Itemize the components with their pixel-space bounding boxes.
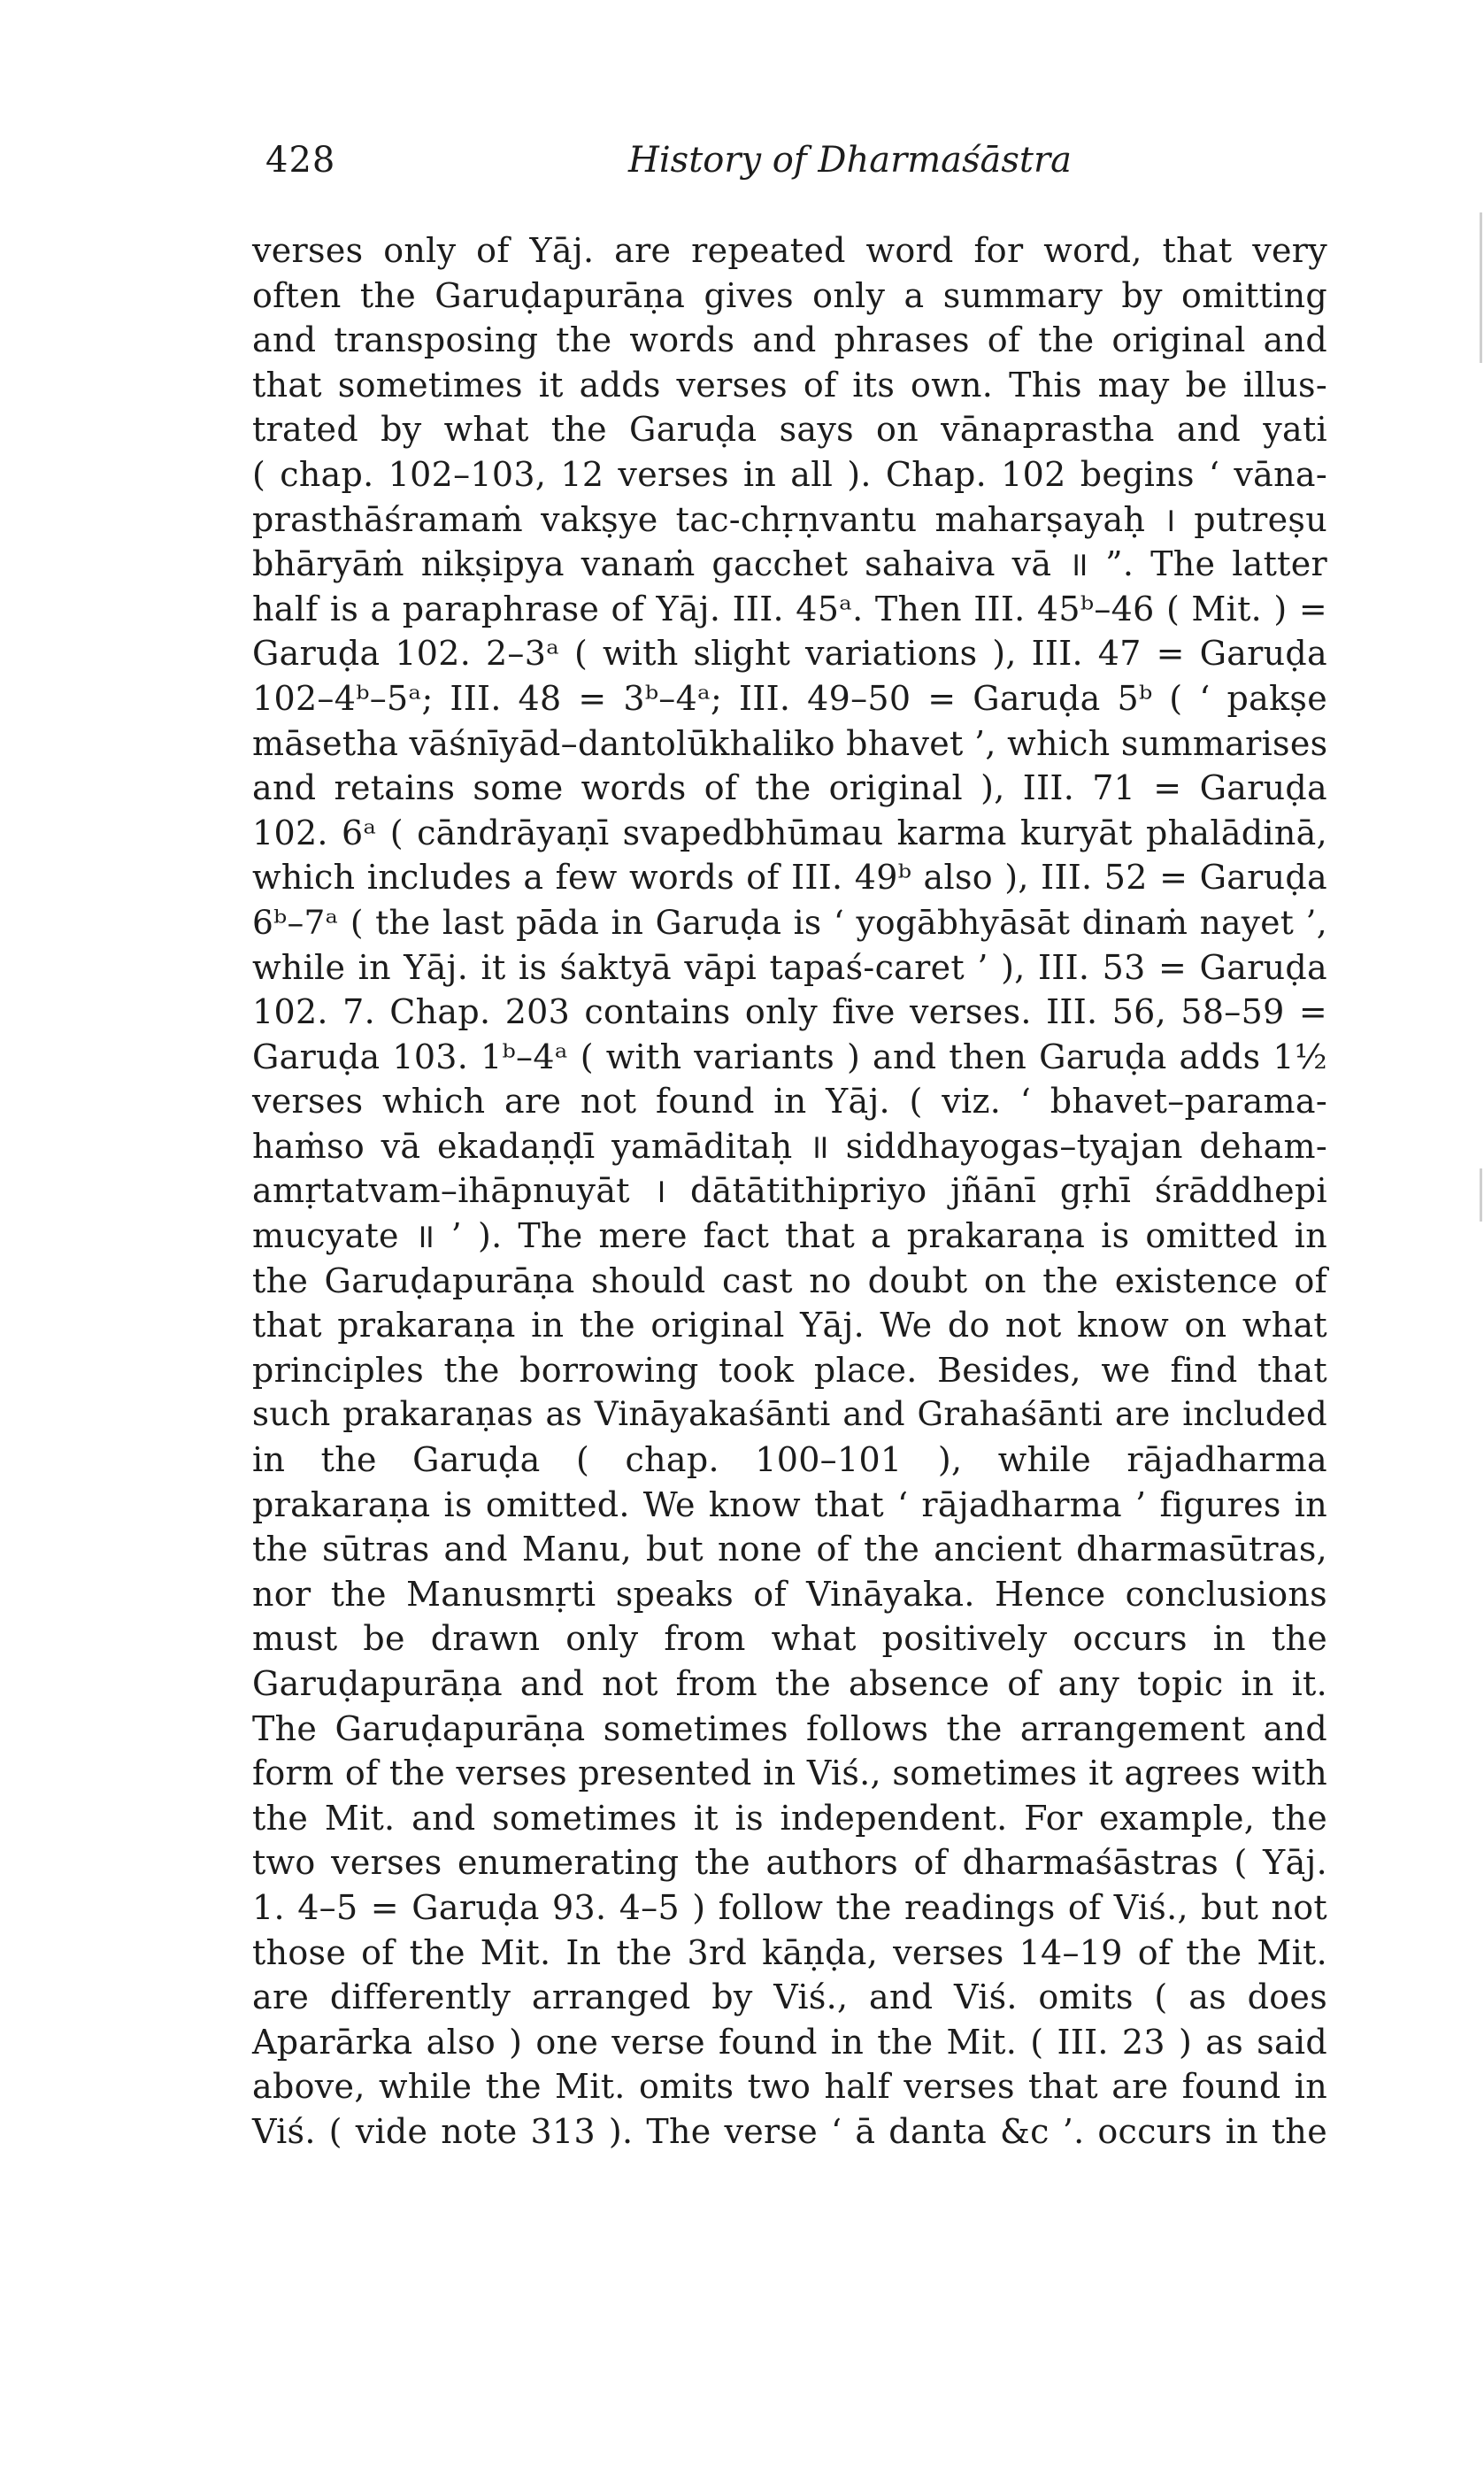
text-line: and transposing the words and phrases of the original and (252, 320, 1327, 360)
body-text (252, 228, 1327, 2155)
text-line: trated by what the Garuḍa says on vānaprastha and yati (252, 410, 1327, 450)
text-line: 1. 4–5 = Garuḍa 93. 4–5 ) follow the readings of Viś., but not (252, 1887, 1327, 1927)
text-line: that sometimes it adds verses of its own. This may be illus- (252, 365, 1327, 405)
page-edge-mark (1480, 1168, 1482, 1222)
text-line: The Garuḍapurāṇa sometimes follows the arrangement and (252, 1708, 1327, 1748)
text-line: the Garuḍapurāṇa should cast no doubt on the existence of (252, 1260, 1327, 1300)
text-line: bhāryāṁ nikṣipya vanaṁ gacchet sahaiva vā ॥ ”. The latter (252, 544, 1327, 584)
text-line: 102. 7. Chap. 203 contains only five verses. III. 56, 58–59 = (252, 992, 1327, 1032)
text-line: in the Garuḍa ( chap. 100–101 ), while rājadharma (252, 1440, 1327, 1480)
text-line: māsetha vāśnīyād–dantolūkhaliko bhavet ’, which summarises (252, 723, 1328, 763)
text-line: ( chap. 102–103, 12 verses in all ). Chap. 102 begins ‘ vāna- (252, 454, 1327, 494)
text-line: must be drawn only from what positively occurs in the (252, 1619, 1327, 1659)
page-number: 428 (265, 140, 336, 181)
text-line: and retains some words of the original ), III. 71 = Garuḍa (252, 768, 1327, 808)
text-line: Aparārka also ) one verse found in the Mit. ( III. 23 ) as said (252, 2022, 1327, 2062)
text-line: 102–4ᵇ–5ᵃ; III. 48 = 3ᵇ–4ᵃ; III. 49–50 = Garuḍa 5ᵇ ( ‘ pakṣe (252, 678, 1327, 718)
text-line: haṁso vā ekadaṇḍī yamāditaḥ ॥ siddhayogas–tyajan deham- (252, 1126, 1327, 1166)
text-line: Garuḍa 102. 2–3ᵃ ( with slight variations ), III. 47 = Garuḍa (252, 634, 1327, 674)
text-line: that prakaraṇa in the original Yāj. We do not know on what (252, 1306, 1327, 1345)
text-line: 102. 6ᵃ ( cāndrāyaṇī svapedbhūmau karma kuryāt phalādinā, (252, 813, 1327, 852)
text-line: principles the borrowing took place. Besides, we find that (252, 1350, 1327, 1390)
text-line: those of the Mit. In the 3rd kāṇḍa, verses 14–19 of the Mit. (252, 1932, 1327, 1972)
text-line: the Mit. and sometimes it is independent. For example, the (252, 1798, 1327, 1838)
text-line: amṛtatvam–ihāpnuyāt । dātātithipriyo jñānī gṛhī śrāddhepi (252, 1171, 1327, 1211)
text-line: form of the verses presented in Viś., sometimes it agrees with (252, 1754, 1327, 1793)
text-line: Garuḍapurāṇa and not from the absence of any topic in it. (252, 1664, 1327, 1703)
text-line: such prakaraṇas as Vināyakaśānti and Grahaśānti are included (252, 1395, 1327, 1434)
text-line: half is a paraphrase of Yāj. III. 45ᵃ. Then III. 45ᵇ–46 ( Mit. ) = (252, 589, 1327, 628)
text-line: verses which are not found in Yāj. ( viz. ‘ bhavet–parama- (252, 1082, 1327, 1122)
text-line: two verses enumerating the authors of dharmaśāstras ( Yāj. (252, 1843, 1327, 1883)
running-title: History of Dharmaśāstra (628, 140, 1072, 181)
text-line: are differently arranged by Viś., and Viś. omits ( as does (252, 1977, 1327, 2017)
text-line: nor the Manusmṛti speaks of Vināyaka. Hence conclusions (252, 1574, 1327, 1614)
text-line: prakaraṇa is omitted. We know that ‘ rājadharma ’ figures in (252, 1484, 1327, 1524)
text-line: mucyate ॥ ’ ). The mere fact that a prakaraṇa is omitted in (252, 1216, 1327, 1256)
text-line: Garuḍa 103. 1ᵇ–4ᵃ ( with variants ) and then Garuḍa adds 1½ (252, 1037, 1327, 1076)
text-line: Viś. ( vide note 313 ). The verse ‘ ā danta &c ’. occurs in the (252, 2111, 1327, 2151)
text-line: prasthāśramaṁ vakṣye tac-chṛṇvantu maharṣayaḥ । putreṣu (252, 499, 1327, 539)
page-header (265, 140, 1310, 193)
text-line: the sūtras and Manu, but none of the ancient dharmasūtras, (252, 1530, 1327, 1569)
text-line: while in Yāj. it is śaktyā vāpi tapaś-caret ’ ), III. 53 = Garuḍa (252, 947, 1327, 987)
text-line: 6ᵇ–7ᵃ ( the last pāda in Garuḍa is ‘ yogābhyāsāt dinaṁ nayet ’, (252, 902, 1327, 942)
text-line: verses only of Yāj. are repeated word for word, that very (252, 231, 1327, 270)
text-line: above, while the Mit. omits two half verses that are found in (252, 2067, 1327, 2107)
text-line: often the Garuḍapurāṇa gives only a summary by omitting (252, 275, 1327, 315)
text-line: which includes a few words of III. 49ᵇ also ), III. 52 = Garuḍa (252, 858, 1327, 898)
page-edge-mark (1480, 212, 1482, 363)
